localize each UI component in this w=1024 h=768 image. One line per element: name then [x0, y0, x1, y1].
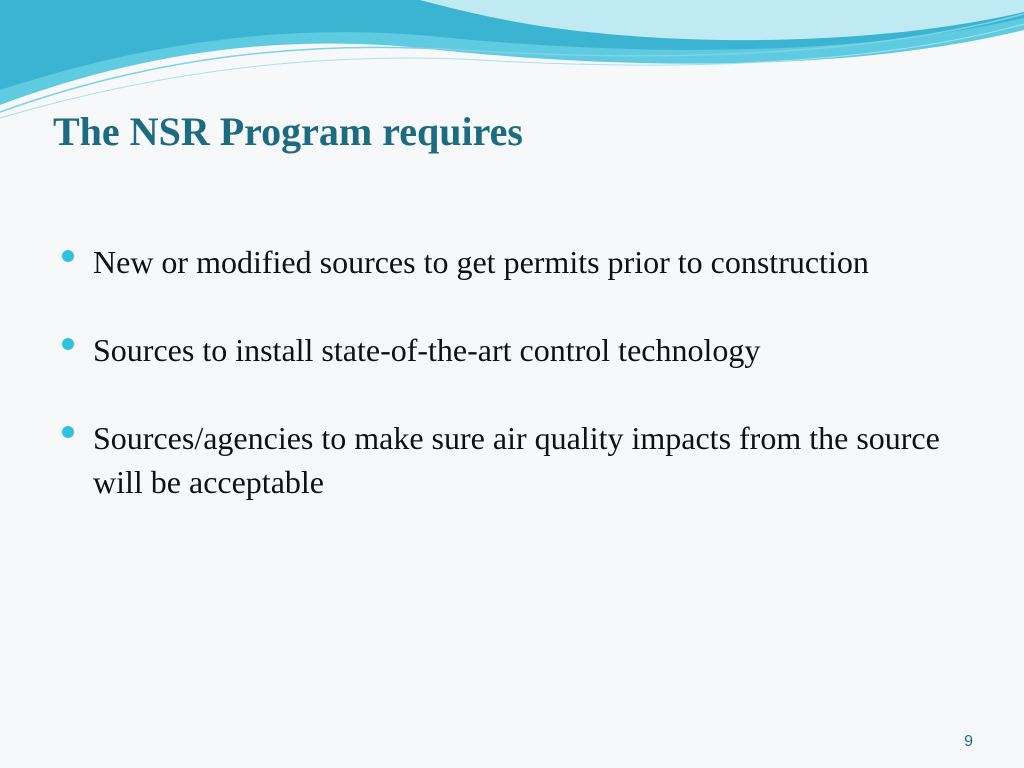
bullet-dot-icon [62, 250, 74, 262]
bullet-text: New or modified sources to get permits prior to construction [93, 244, 869, 280]
page-number: 9 [964, 733, 973, 750]
bullet-text: Sources/agencies to make sure air quality impacts from the source will be acceptable [93, 420, 940, 500]
bullet-item [62, 240, 962, 284]
bullet-item [62, 328, 962, 372]
header-wave-decoration [0, 0, 1024, 120]
bullet-list [62, 240, 962, 504]
bullet-text: Sources to install state-of-the-art control technology [93, 332, 761, 368]
bullet-dot-icon [62, 426, 74, 438]
bullet-dot-icon [62, 338, 74, 350]
slide-title: The NSR Program requires [53, 109, 523, 154]
bullet-item [62, 416, 962, 504]
